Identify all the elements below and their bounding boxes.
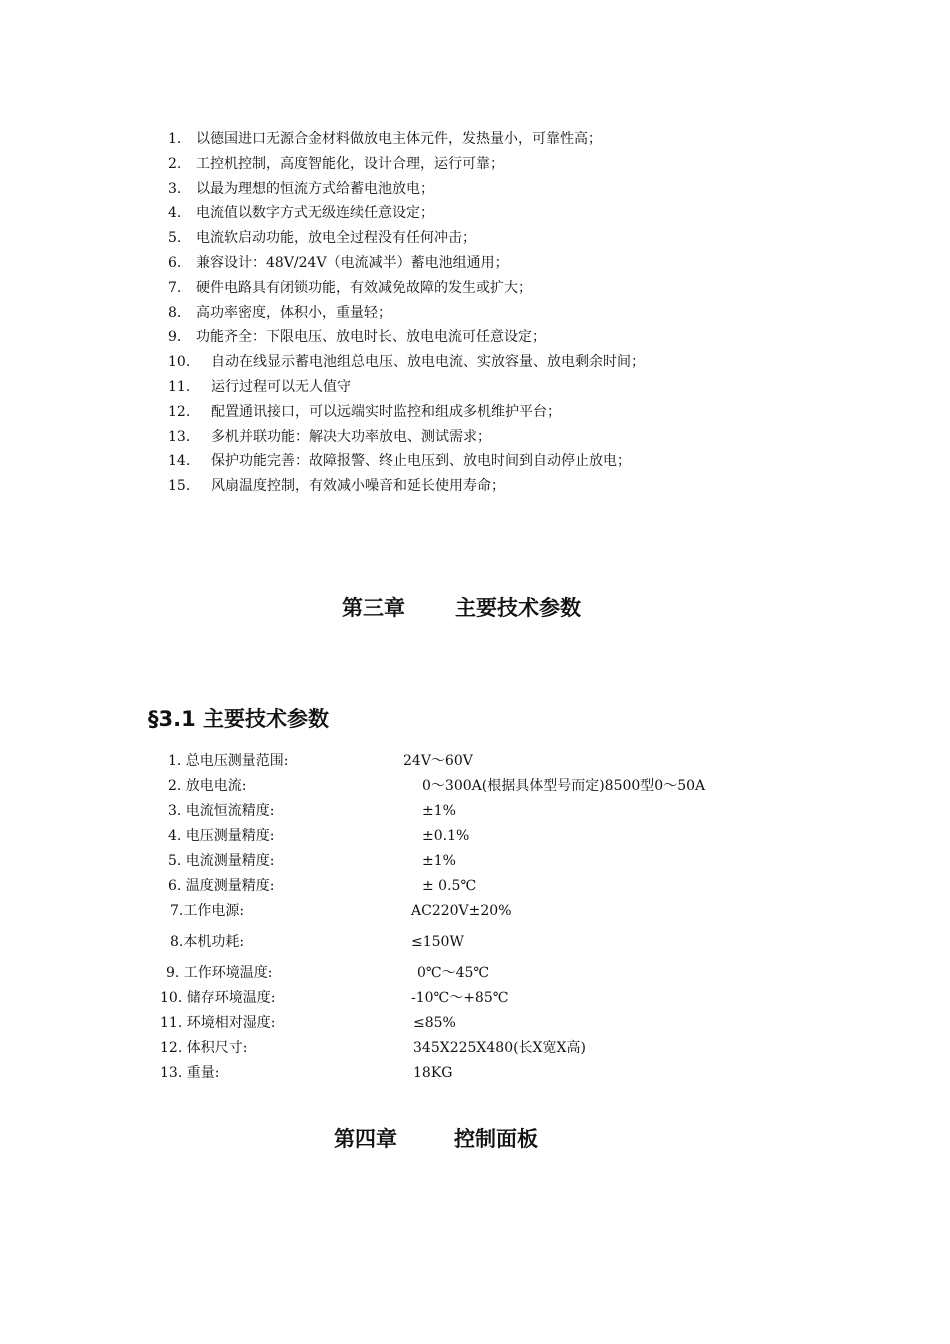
param-value: ±1% (422, 853, 456, 869)
param-label: 5. 电流测量精度: (168, 853, 275, 869)
feature-list (168, 127, 868, 499)
section-heading: §3.1 主要技术参数 (148, 707, 330, 731)
item-text: 兼容设计：48V/24V（电流减半）蓄电池组通用； (196, 254, 509, 271)
param-value: ±1% (422, 803, 456, 819)
item-number: 9. (168, 329, 182, 346)
param-label: 9. 工作环境温度: (166, 965, 273, 981)
item-text: 硬件电路具有闭锁功能，有效减免故障的发生或扩大； (196, 279, 532, 296)
param-label: 11. 环境相对湿度: (160, 1015, 276, 1031)
item-text: 电流软启动功能，放电全过程没有任何冲击； (196, 230, 476, 247)
list-item (168, 425, 868, 450)
item-text: 工控机控制，高度智能化，设计合理，运行可靠； (196, 155, 504, 172)
chapter-3-heading (342, 592, 581, 622)
list-item (168, 375, 868, 400)
item-text: 运行过程可以无人值守 (211, 378, 351, 395)
param-value: 18KG (413, 1065, 453, 1081)
param-value: 0～300A(根据具体型号而定)8500型0～50A (422, 778, 706, 794)
list-item (168, 201, 868, 226)
list-item (168, 152, 868, 177)
chapter-4-heading (334, 1123, 538, 1153)
item-number: 6. (168, 254, 182, 271)
param-label: 4. 电压测量精度: (168, 828, 275, 844)
item-number: 4. (168, 205, 182, 222)
list-item (168, 276, 868, 301)
param-label: 12. 体积尺寸: (160, 1040, 248, 1056)
item-number: 12. (168, 403, 191, 420)
list-item (168, 474, 868, 499)
item-number: 13. (168, 428, 191, 445)
item-text: 保护功能完善：故障报警、终止电压到、放电时间到自动停止放电； (211, 453, 631, 470)
param-value: -10℃～+85℃ (411, 990, 509, 1006)
param-label: 7.工作电源: (170, 903, 245, 919)
list-item (168, 325, 868, 350)
item-number: 8. (168, 304, 182, 321)
item-text: 以最为理想的恒流方式给蓄电池放电； (196, 180, 434, 197)
list-item (168, 301, 868, 326)
list-item (168, 177, 868, 202)
list-item (168, 251, 868, 276)
list-item (168, 400, 868, 425)
param-value: ≤150W (411, 934, 464, 950)
item-number: 3. (168, 180, 182, 197)
item-text: 多机并联功能：解决大功率放电、测试需求； (211, 428, 491, 445)
param-label: 8.本机功耗: (170, 934, 245, 950)
chapter-title: 控制面板 (454, 1127, 538, 1151)
param-value: 345X225X480(长X宽X高) (413, 1040, 586, 1056)
param-value: AC220V±20% (411, 903, 512, 919)
item-number: 15. (168, 478, 191, 495)
item-number: 1. (168, 131, 182, 147)
chapter-number: 第四章 (334, 1127, 397, 1151)
param-value: 0℃～45℃ (417, 965, 490, 981)
param-value: ± 0.5℃ (422, 878, 477, 894)
chapter-number: 第三章 (342, 596, 405, 620)
item-number: 14. (168, 453, 191, 470)
item-number: 5. (168, 230, 182, 247)
list-item (168, 127, 868, 152)
list-item (168, 350, 868, 375)
item-number: 2. (168, 155, 182, 172)
item-text: 电流值以数字方式无级连续任意设定； (196, 205, 434, 222)
param-label: 1. 总电压测量范围: (168, 753, 289, 769)
item-number: 10. (168, 354, 191, 371)
param-label: 13. 重量: (160, 1065, 220, 1081)
param-label: 6. 温度测量精度: (168, 878, 275, 894)
item-text: 功能齐全：下限电压、放电时长、放电电流可任意设定； (196, 329, 546, 346)
item-number: 11. (168, 378, 191, 395)
item-text: 配置通讯接口，可以远端实时监控和组成多机维护平台； (211, 403, 561, 420)
chapter-title: 主要技术参数 (455, 596, 581, 620)
param-label: 3. 电流恒流精度: (168, 803, 275, 819)
param-label: 10. 储存环境温度: (160, 990, 276, 1006)
item-number: 7. (168, 279, 182, 296)
list-item (168, 226, 868, 251)
item-text: 高功率密度，体积小，重量轻； (196, 304, 392, 321)
param-value: ≤85% (413, 1015, 456, 1031)
param-value: ±0.1% (422, 828, 470, 844)
item-text: 自动在线显示蓄电池组总电压、放电电流、实放容量、放电剩余时间； (211, 354, 645, 371)
param-label: 2. 放电电流: (168, 778, 247, 794)
item-text: 风扇温度控制，有效减小噪音和延长使用寿命； (211, 478, 505, 495)
list-item (168, 449, 868, 474)
param-value: 24V～60V (403, 753, 473, 769)
item-text: 以德国进口无源合金材料做放电主体元件，发热量小，可靠性高； (196, 131, 602, 147)
